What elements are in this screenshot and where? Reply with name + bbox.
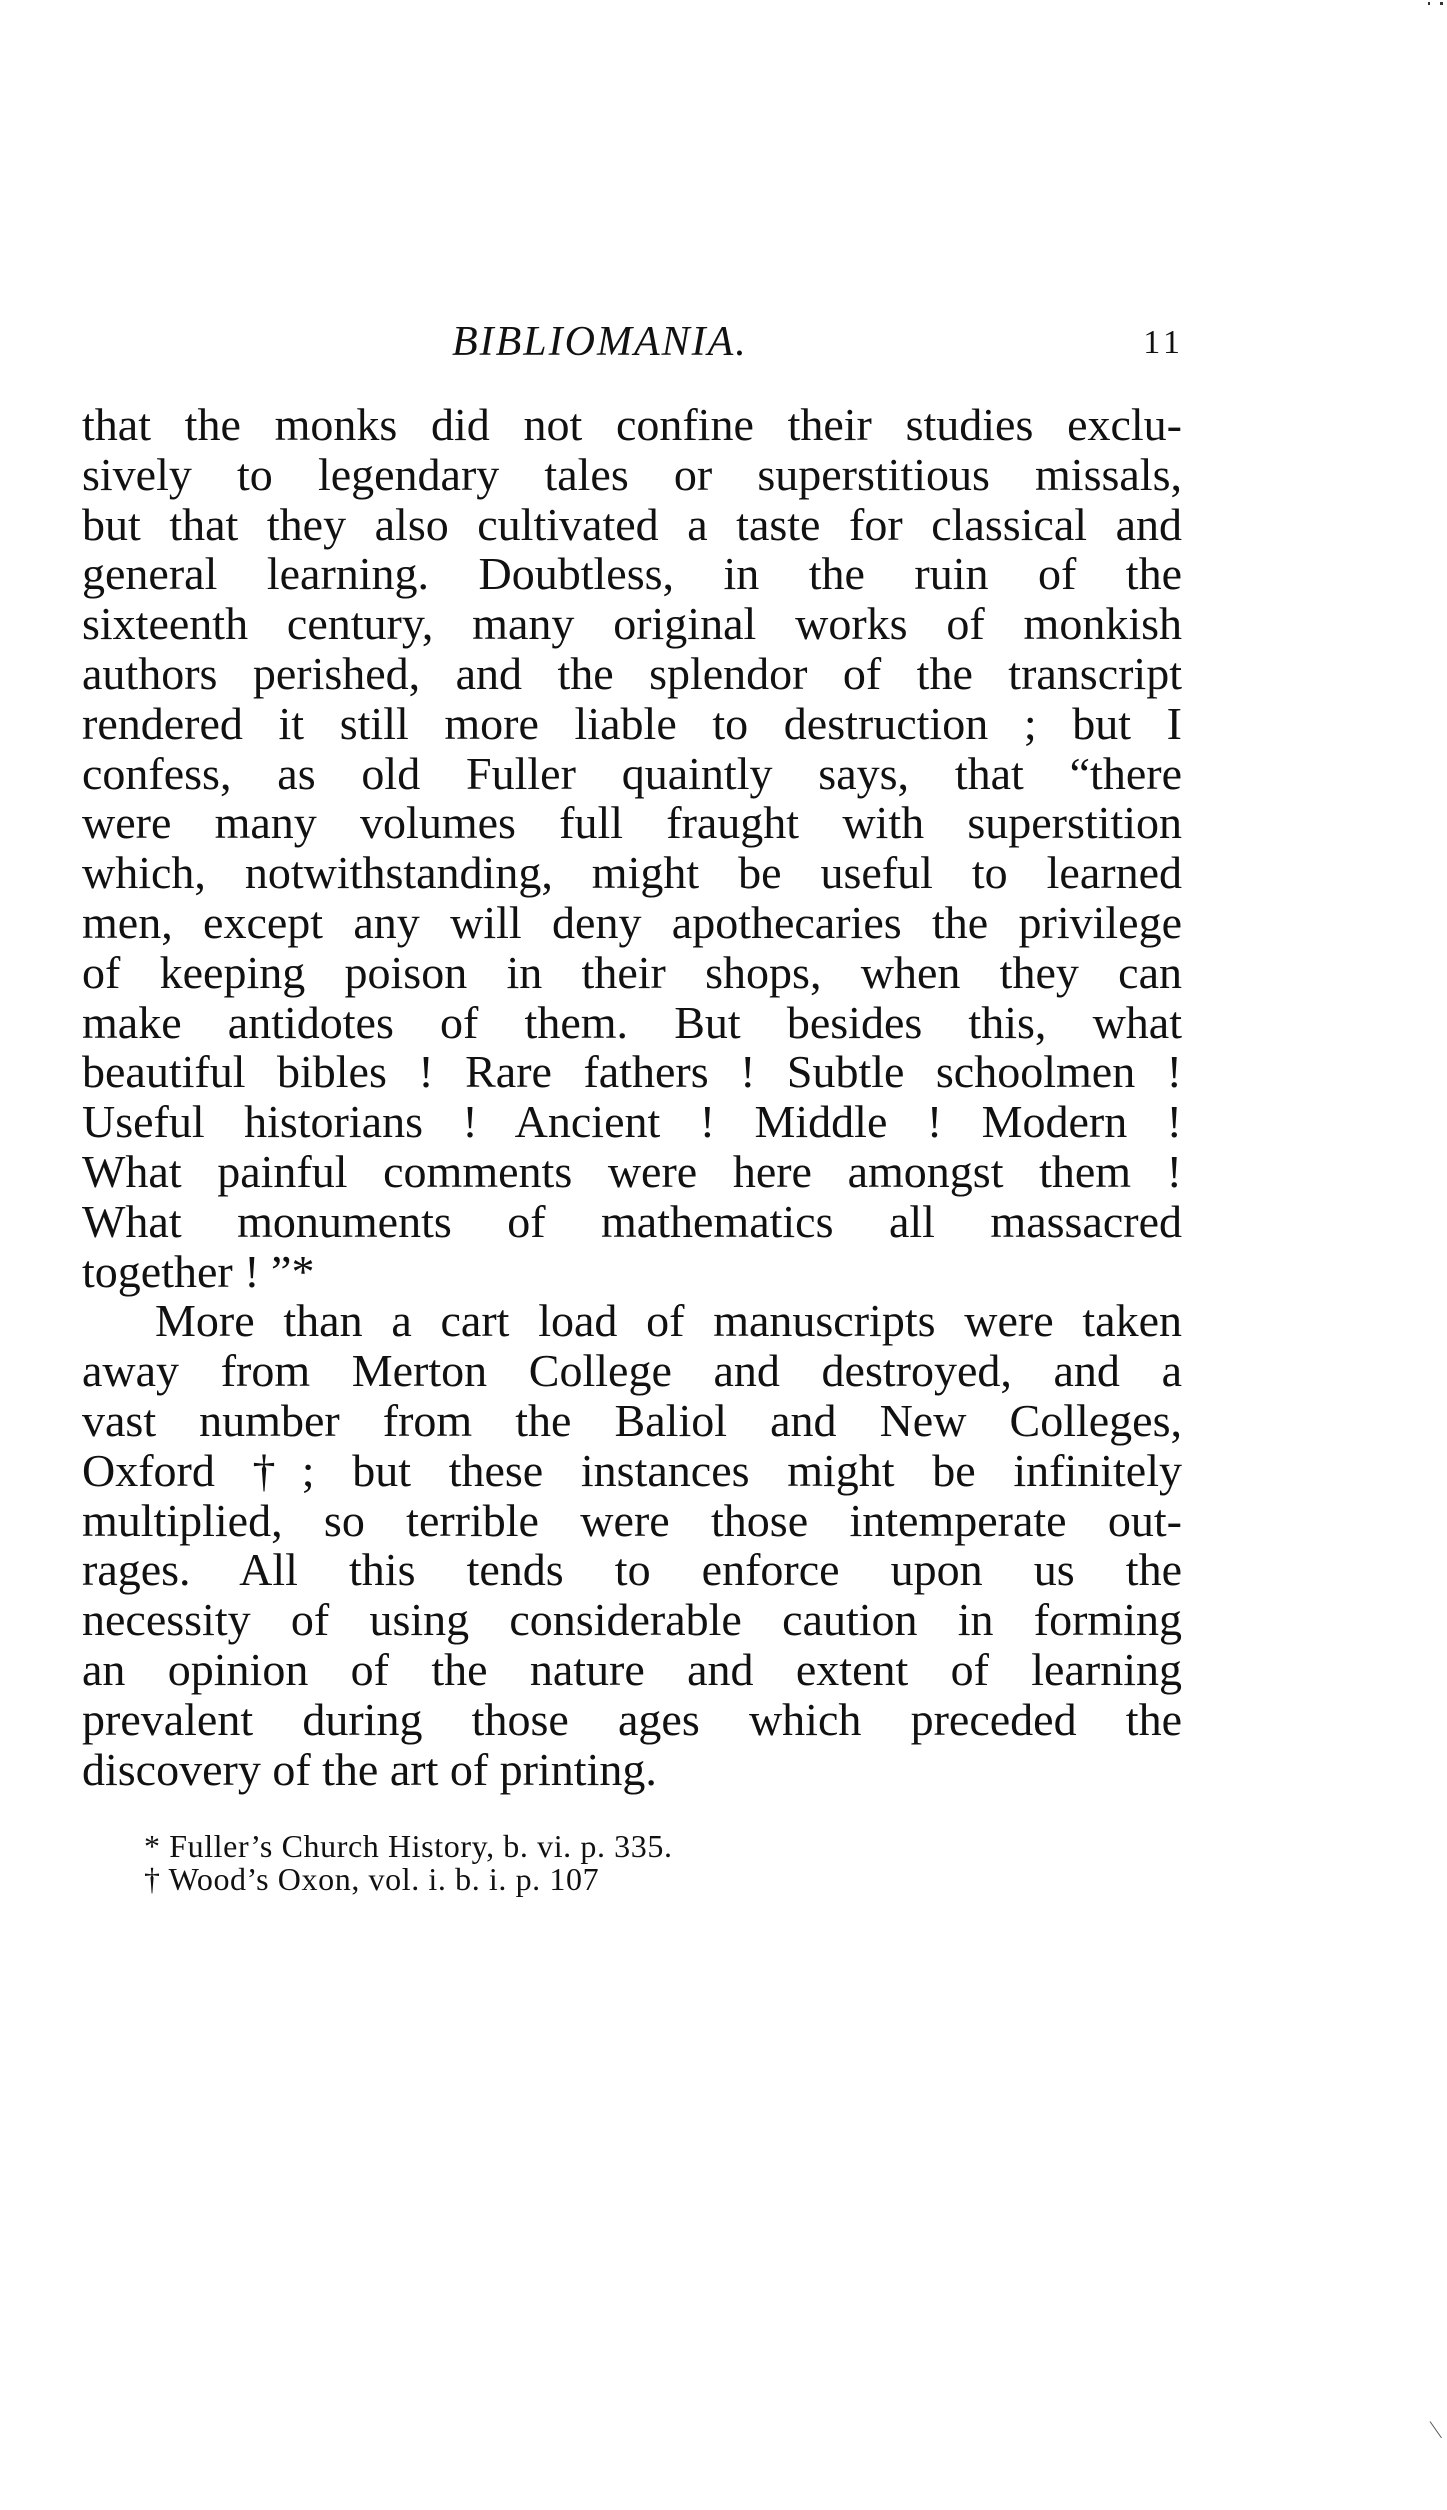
text-line: men, except any will deny apothecaries the privilege	[82, 896, 1182, 948]
scan-artifact-mark	[1428, 2, 1430, 5]
text-line: vast number from the Baliol and New Colleges,	[82, 1394, 1182, 1446]
scan-artifact-mark	[1440, 2, 1443, 5]
text-line: necessity of using considerable caution in forming	[82, 1594, 1182, 1646]
text-line: prevalent during those ages which preceded the	[82, 1693, 1182, 1745]
scan-artifact-line	[1430, 2421, 1442, 2438]
text-line: confess, as old Fuller quaintly says, that “there	[82, 747, 1182, 799]
body-text	[82, 400, 1182, 1794]
text-line: multiplied, so terrible were those intemperate out-	[82, 1494, 1182, 1546]
text-line: away from Merton College and destroyed, and a	[82, 1345, 1182, 1397]
footnote-wood: † Wood’s Oxon, vol. i. b. i. p. 107	[144, 1861, 600, 1897]
text-line: authors perished, and the splendor of the transcript	[82, 647, 1182, 699]
footnote-fuller: * Fuller’s Church History, b. vi. p. 335.	[144, 1828, 673, 1864]
text-line-paragraph-end: discovery of the art of printing.	[82, 1743, 657, 1795]
text-line: that the monks did not confine their studies exclu-	[82, 399, 1182, 450]
text-line: which, notwithstanding, might be useful to learned	[82, 847, 1182, 899]
text-line: What monuments of mathematics all massacred	[82, 1195, 1182, 1247]
text-line: were many volumes full fraught with superstition	[82, 797, 1182, 849]
text-line: rendered it still more liable to destruction ; but I	[82, 697, 1182, 749]
footnotes	[144, 1830, 673, 1896]
text-line: What painful comments were here amongst them !	[82, 1145, 1182, 1197]
text-line-paragraph-start: More than a cart load of manuscripts were taken	[155, 1295, 1182, 1347]
text-line: Oxford †; but these instances might be infinitely	[82, 1444, 1182, 1496]
text-line: Useful historians ! Ancient ! Middle ! Modern !	[82, 1096, 1182, 1148]
running-title: BIBLIOMANIA.	[452, 319, 748, 365]
text-line: make antidotes of them. But besides this, what	[82, 996, 1182, 1048]
text-line: sixteenth century, many original works of monkish	[82, 598, 1182, 650]
text-line: sively to legendary tales or superstitious missals,	[82, 448, 1182, 500]
text-line: beautiful bibles ! Rare fathers ! Subtle schoolmen !	[82, 1046, 1182, 1098]
page-number: 11	[1143, 324, 1184, 361]
text-line: rages. All this tends to enforce upon us the	[82, 1544, 1182, 1596]
text-line: but that they also cultivated a taste for classical and	[82, 498, 1182, 550]
text-line: of keeping poison in their shops, when they can	[82, 946, 1182, 998]
text-line: an opinion of the nature and extent of learning	[82, 1643, 1182, 1695]
text-line: general learning. Doubtless, in the ruin of the	[82, 548, 1182, 600]
text-line-paragraph-end: together ! ”*	[82, 1245, 315, 1297]
